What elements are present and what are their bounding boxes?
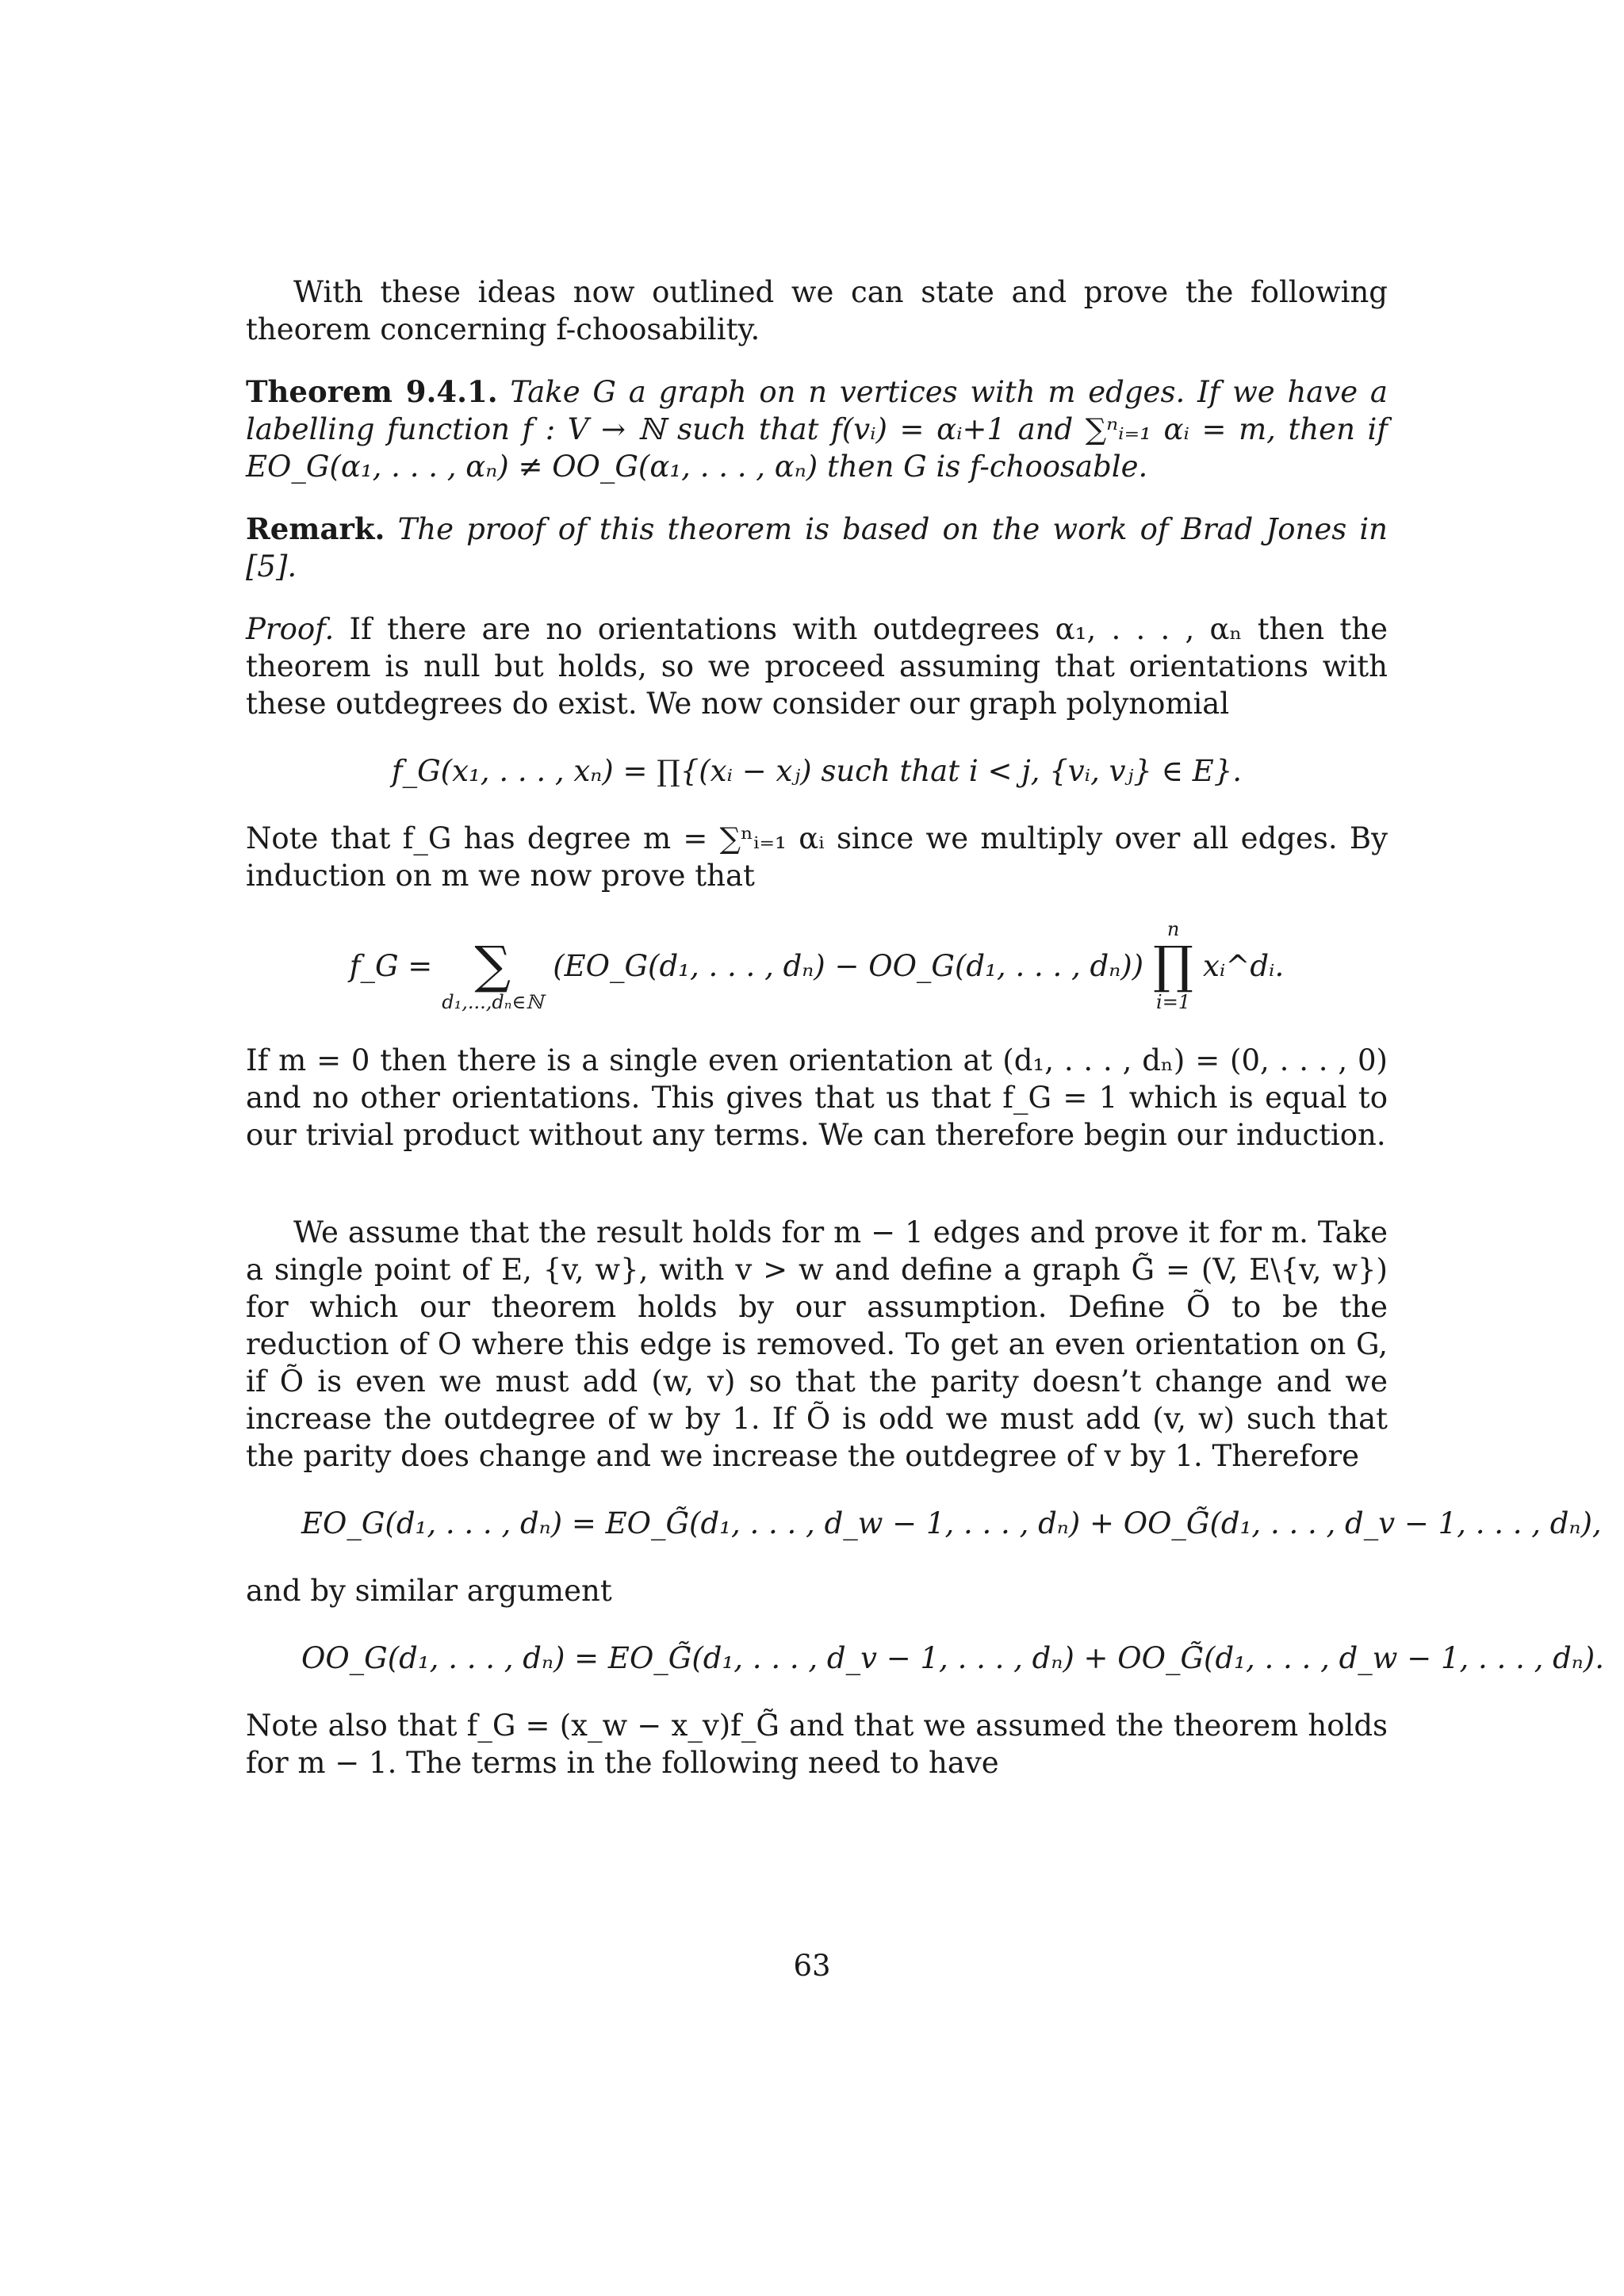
sum-subscript: d₁,...,dₙ∈ℕ: [442, 991, 544, 1013]
product-superscript: n: [1166, 918, 1180, 940]
final-paragraph: Note also that f_G = (x_w − x_v)f_G̃ and that we assumed the theorem holds for m − 1. The terms in the following need to have: [246, 1709, 1388, 1780]
proof-block: [246, 610, 1388, 722]
product-subscript: i=1: [1156, 991, 1191, 1013]
remark-label: Remark.: [246, 511, 385, 546]
sum-formula-lhs: f_G =: [349, 948, 433, 983]
product-symbol: ∏: [1153, 936, 1194, 995]
intro-paragraph: With these ideas now outlined we can state and prove the following theorem concerning f-choosability.: [246, 275, 1388, 346]
theorem-statement: Take G a graph on n vertices with m edges. If we have a labelling function f : V → ℕ such that f(vᵢ) = αᵢ+1 and ∑ⁿᵢ₌₁ αᵢ = m, then if EO_G(α₁, . . . , αₙ) ≠ OO_G(α₁, . . . , αₙ) then G is f-choosable.: [246, 375, 1388, 484]
base-case-paragraph: If m = 0 then there is a single even orientation at (d₁, . . . , dₙ) = (0, . . . , 0) and no other orientations. This gives that us that f_G = 1 which is equal to our trivial product without any terms. We can therefore begin our induction.: [246, 1043, 1388, 1152]
remark-block: [246, 511, 1388, 585]
graph-polynomial-equation: f_G(x₁, . . . , xₙ) = ∏{(xᵢ − xⱼ) such that i < j, {vᵢ, vⱼ} ∈ E}.: [391, 754, 1243, 788]
sum-formula-body: (EO_G(d₁, . . . , dₙ) − OO_G(d₁, . . . , dₙ)): [553, 948, 1144, 983]
even-orientation-equation: EO_G(d₁, . . . , dₙ) = EO_G̃(d₁, . . . , d_w − 1, . . . , dₙ) + OO_G̃(d₁, . . . , d_v − 1, . . . , dₙ),: [301, 1506, 1602, 1540]
sum-symbol: ∑: [474, 936, 511, 995]
page-number: 63: [793, 1949, 831, 1983]
page-body: [246, 274, 1604, 1781]
remark-text: The proof of this theorem is based on the work of Brad Jones in [5].: [246, 512, 1388, 584]
odd-orientation-equation: OO_G(d₁, . . . , dₙ) = EO_G̃(d₁, . . . , d_v − 1, . . . , dₙ) + OO_G̃(d₁, . . . , d_w − 1, . . . , dₙ).: [301, 1641, 1604, 1675]
sum-formula-tail: xᵢ^dᵢ.: [1203, 948, 1285, 983]
sum-formula-equation: [246, 918, 1388, 1013]
theorem-block: [246, 373, 1388, 485]
sum-operator: [442, 918, 543, 1013]
theorem-label: Theorem 9.4.1.: [246, 374, 498, 409]
degree-note-paragraph: Note that f_G has degree m = ∑ⁿᵢ₌₁ αᵢ since we multiply over all edges. By induction on m we now prove that: [246, 821, 1388, 893]
similar-argument-text: and by similar argument: [246, 1574, 612, 1608]
induction-step-paragraph: We assume that the result holds for m − 1 edges and prove it for m. Take a single point of E, {v, w}, with v > w and define a graph G̃ = (V, E\{v, w}) for which our theorem holds by our assumption. Define Õ to be the reduction of O where this edge is removed. To get an even orientation on G, if Õ is even we must add (w, v) so that the parity doesn’t change and we increase the outdegree of w by 1. If Õ is odd we must add (v, w) such that the parity does change and we increase the outdegree of v by 1. Therefore: [246, 1215, 1388, 1473]
proof-label: Proof.: [246, 612, 335, 646]
product-operator: [1153, 918, 1193, 1013]
proof-text: If there are no orientations with outdegrees α₁, . . . , αₙ then the theorem is null but holds, so we proceed assuming that orientations with these outdegrees do exist. We now consider our graph polynomial: [246, 612, 1388, 721]
